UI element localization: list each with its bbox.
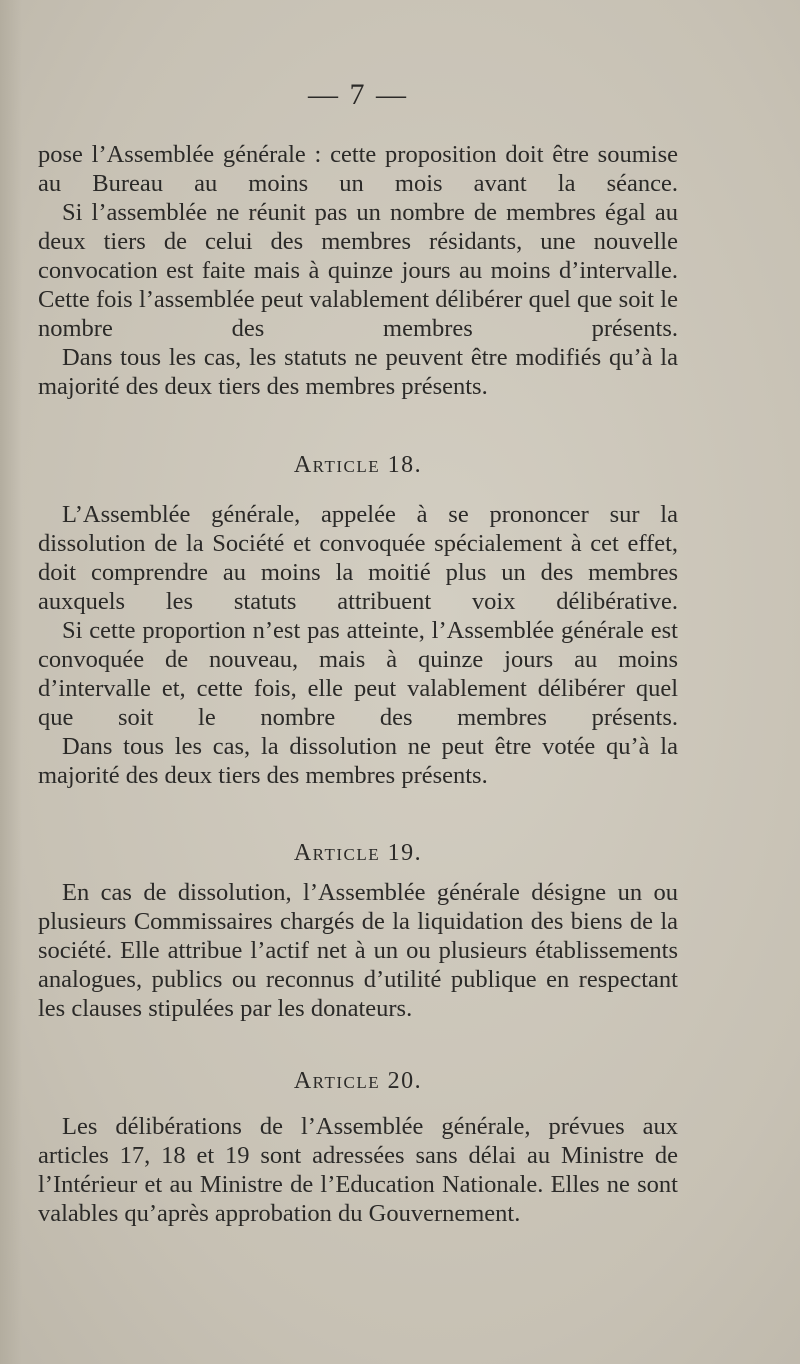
intro-section	[38, 140, 678, 401]
paragraph: Dans tous les cas, les statuts ne peuvent être modifiés qu’à la majorité des deux tiers des membres présents.	[38, 344, 678, 400]
article-number: 20.	[387, 1068, 423, 1094]
article-20-body	[38, 1112, 678, 1228]
article-20-heading	[38, 1068, 678, 1095]
page-spine-shadow	[0, 0, 22, 1364]
page-number: — 7 —	[308, 78, 408, 111]
article-19-body	[38, 878, 678, 1023]
article-number: 18.	[387, 452, 423, 478]
article-label: Article	[293, 452, 381, 478]
article-18-body	[38, 500, 678, 790]
article-label: Article	[293, 840, 381, 866]
paragraph: En cas de dissolution, l’Assemblée générale désigne un ou plusieurs Commissaires chargés de la liquidation des biens de la société. Elle attribue l’actif net à un ou plusieurs établissements analogues, publics ou reconnus d’utilité publique en respectant les clauses stipulées par les donateurs.	[38, 879, 678, 1022]
article-label: Article	[293, 1068, 381, 1094]
article-19-heading	[38, 840, 678, 867]
paragraph: Les délibérations de l’Assemblée générale, prévues aux articles 17, 18 et 19 sont adressées sans délai au Ministre de l’Intérieur et au Ministre de l’Education Nationale. Elles ne sont valables qu’après approbation du Gouvernement.	[38, 1113, 678, 1227]
paragraph: Si l’assemblée ne réunit pas un nombre de membres égal au deux tiers de celui des membres résidants, une nouvelle convocation est faite mais à quinze jours au moins d’intervalle. Cette fois l’assemblée peut valablement délibérer quel que soit le nombre des membres présents.	[38, 199, 678, 342]
article-18-heading	[38, 452, 678, 479]
paragraph: Dans tous les cas, la dissolution ne peut être votée qu’à la majorité des deux tiers des membres présents.	[38, 733, 678, 789]
paragraph: L’Assemblée générale, appelée à se prononcer sur la dissolution de la Société et convoquée spécialement à cet effet, doit comprendre au moins la moitié plus un des membres auxquels les statuts attribuent voix délibérative.	[38, 501, 678, 615]
paragraph: pose l’Assemblée générale : cette proposition doit être soumise au Bureau au moins un mois avant la séance.	[38, 141, 678, 197]
paragraph: Si cette proportion n’est pas atteinte, l’Assemblée générale est convoquée de nouveau, mais à quinze jours au moins d’intervalle et, cette fois, elle peut valablement délibérer quel que soit le nombre des membres présents.	[38, 617, 678, 731]
article-number: 19.	[387, 840, 423, 866]
